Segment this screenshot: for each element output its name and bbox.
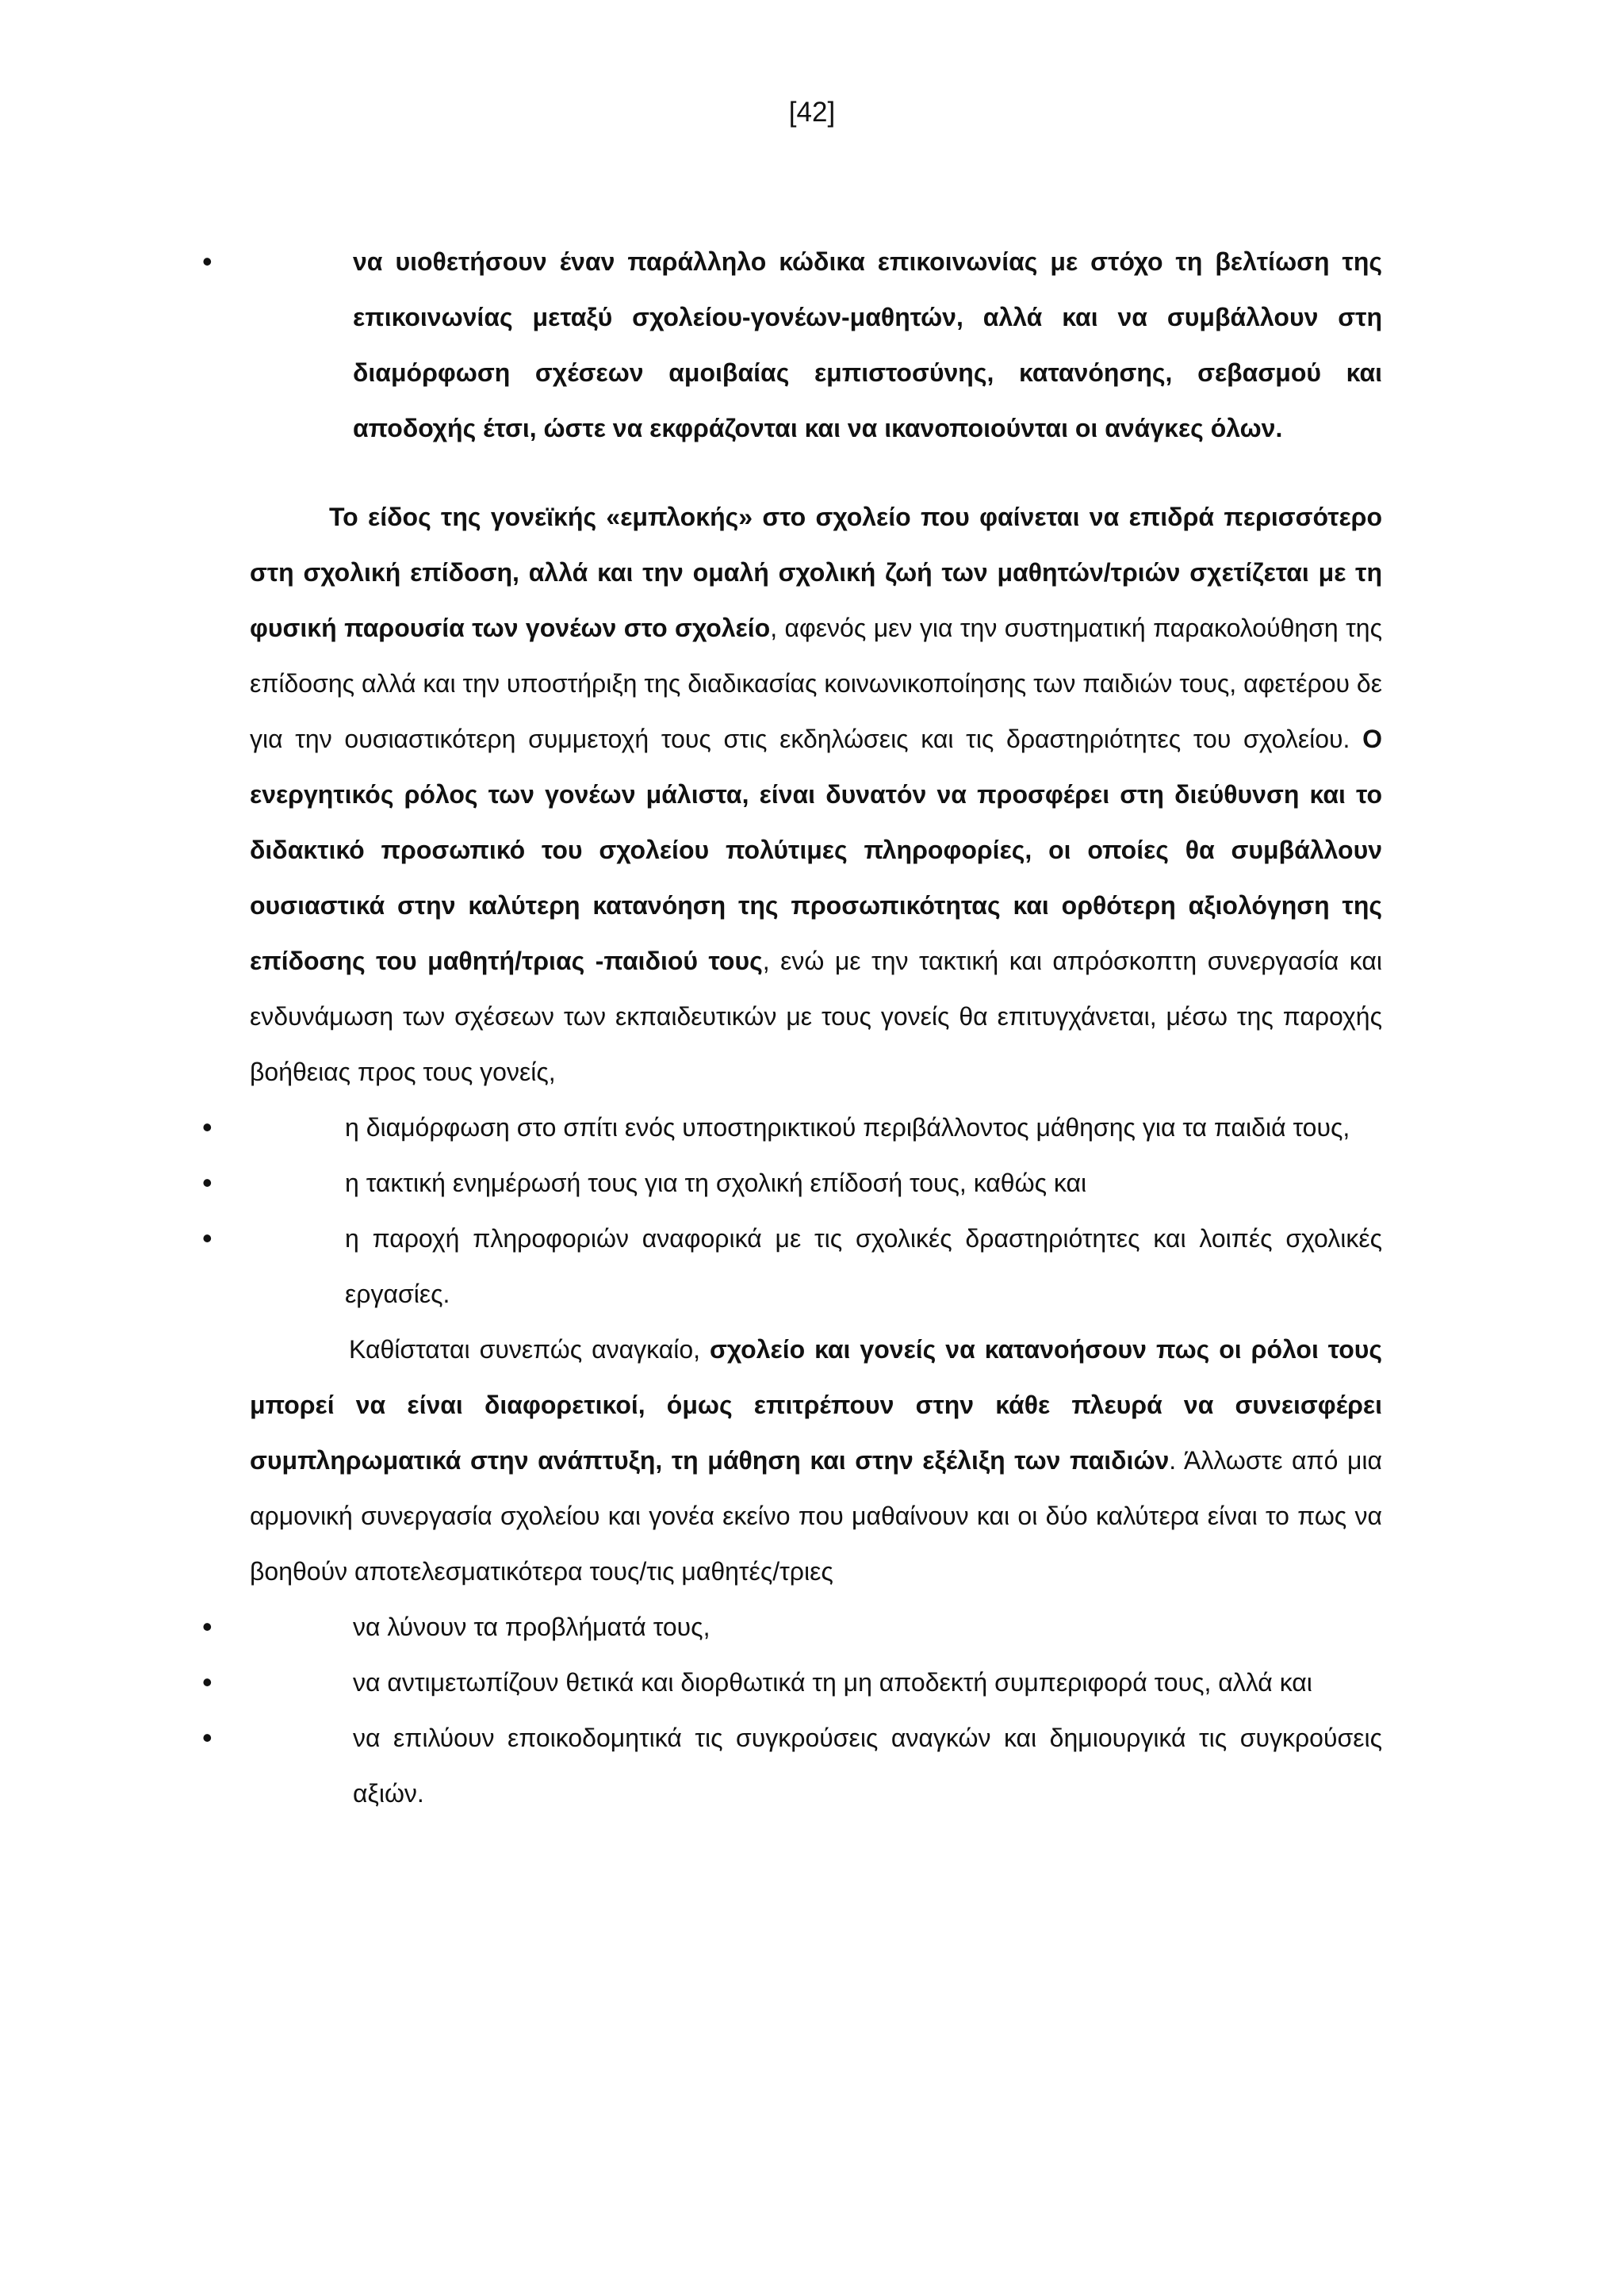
list-item bbox=[202, 1155, 1382, 1211]
middle-bullet-list bbox=[202, 1100, 1382, 1322]
final-bullet-list bbox=[202, 1599, 1382, 1821]
paragraph-school-parent-roles bbox=[250, 1322, 1382, 1599]
bold-text: σχολείο και γονείς να κατανοήσουν πως οι ρόλοι τους μπορεί να είναι διαφορετικοί, όμως επιτρέπουν στην κάθε πλευρά να συνεισφέρει συμπληρωματικά στην ανάπτυξη, τη μάθηση και στην εξέλιξη των παιδιών bbox=[250, 1335, 1383, 1475]
list-item-text: η παροχή πληροφοριών αναφορικά με τις σχολικές δραστηριότητες και λοιπές σχολικές εργασίες. bbox=[345, 1224, 1382, 1308]
list-item-text: να λύνουν τα προβλήματά τους, bbox=[353, 1613, 710, 1641]
top-bullet-list bbox=[202, 234, 1382, 456]
bullet-icon: • bbox=[202, 245, 213, 277]
list-item-text: να υιοθετήσουν έναν παράλληλο κώδικα επικοινωνίας με στόχο τη βελτίωση της επικοινωνίας μεταξύ σχολείου-γονέων-μαθητών, αλλά και να συμβάλλουν στη διαμόρφωση σχέσεων αμοιβαίας εμπιστοσύνης, κατανόησης, σεβασμού και αποδοχής έτσι, ώστε να εκφράζονται και να ικανοποιούνται οι ανάγκες όλων. bbox=[353, 247, 1382, 442]
bullet-icon: • bbox=[202, 1166, 213, 1199]
list-item-text: να αντιμετωπίζουν θετικά και διορθωτικά τη μη αποδεκτή συμπεριφορά τους, αλλά και bbox=[353, 1668, 1312, 1697]
list-item bbox=[202, 1599, 1382, 1655]
list-item-text: η διαμόρφωση στο σπίτι ενός υποστηρικτικού περιβάλλοντος μάθησης για τα παιδιά τους, bbox=[345, 1113, 1350, 1142]
list-item bbox=[202, 1710, 1382, 1821]
bullet-icon: • bbox=[202, 1666, 213, 1698]
list-item bbox=[202, 234, 1382, 456]
document-body bbox=[202, 234, 1383, 1821]
body-text: , αφενός μεν για την συστηματική παρακολούθηση της επίδοσης αλλά και την υποστήριξη της διαδικασίας κοινωνικοποίησης των παιδιών τους, αφετέρου δε για την ουσιαστικότερη συμμετοχή τους στις εκδηλώσεις και τις δραστηριότητες του σχολείου. bbox=[250, 614, 1383, 753]
bold-text: Το είδος της γονεϊκής «εμπλοκής» στο σχολείο που φαίνεται να επιδρά περισσότερο στη σχολική επίδοση, αλλά και την ομαλή σχολική ζωή των μαθητών/τριών σχετίζεται με τη φυσική παρουσία των γονέων στο σχολείο bbox=[250, 503, 1382, 642]
bullet-icon: • bbox=[202, 1111, 213, 1143]
list-item bbox=[202, 1211, 1382, 1322]
list-item-text: να επιλύουν εποικοδομητικά τις συγκρούσεις αναγκών και δημιουργικά τις συγκρούσεις αξιών. bbox=[353, 1724, 1382, 1808]
list-item bbox=[202, 1655, 1382, 1710]
bullet-icon: • bbox=[202, 1222, 213, 1254]
list-item bbox=[202, 1100, 1382, 1155]
paragraph-parental-involvement bbox=[250, 489, 1382, 1100]
bold-text: Ο ενεργητικός ρόλος των γονέων μάλιστα, είναι δυνατόν να προσφέρει στη διεύθυνση και το διδακτικό προσωπικό του σχολείου πολύτιμες πληροφορίες, οι οποίες θα συμβάλλουν ουσιαστικά στην καλύτερη κατανόηση της προσωπικότητας και ορθότερη αξιολόγηση της επίδοσης του μαθητή/τριας -παιδιού τους bbox=[250, 725, 1382, 975]
page-number: [42] bbox=[788, 97, 836, 128]
body-text: Καθίσταται συνεπώς αναγκαίο, bbox=[349, 1335, 710, 1364]
bullet-icon: • bbox=[202, 1610, 213, 1643]
body-text: . Άλλωστε από μια αρμονική συνεργασία σχολείου και γονέα εκείνο που μαθαίνουν και οι δύο καλύτερα είναι το πως να βοηθούν αποτελεσματικότερα τους/τις μαθητές/τριες bbox=[250, 1446, 1383, 1586]
body-text: , ενώ με την τακτική και απρόσκοπτη συνεργασία και ενδυνάμωση των σχέσεων των εκπαιδευτικών με τους γονείς θα επιτυγχάνεται, μέσω της παροχής βοήθειας προς τους γονείς, bbox=[250, 947, 1382, 1086]
list-item-text: η τακτική ενημέρωσή τους για τη σχολική επίδοσή τους, καθώς και bbox=[345, 1169, 1087, 1197]
bullet-icon: • bbox=[202, 1721, 213, 1754]
